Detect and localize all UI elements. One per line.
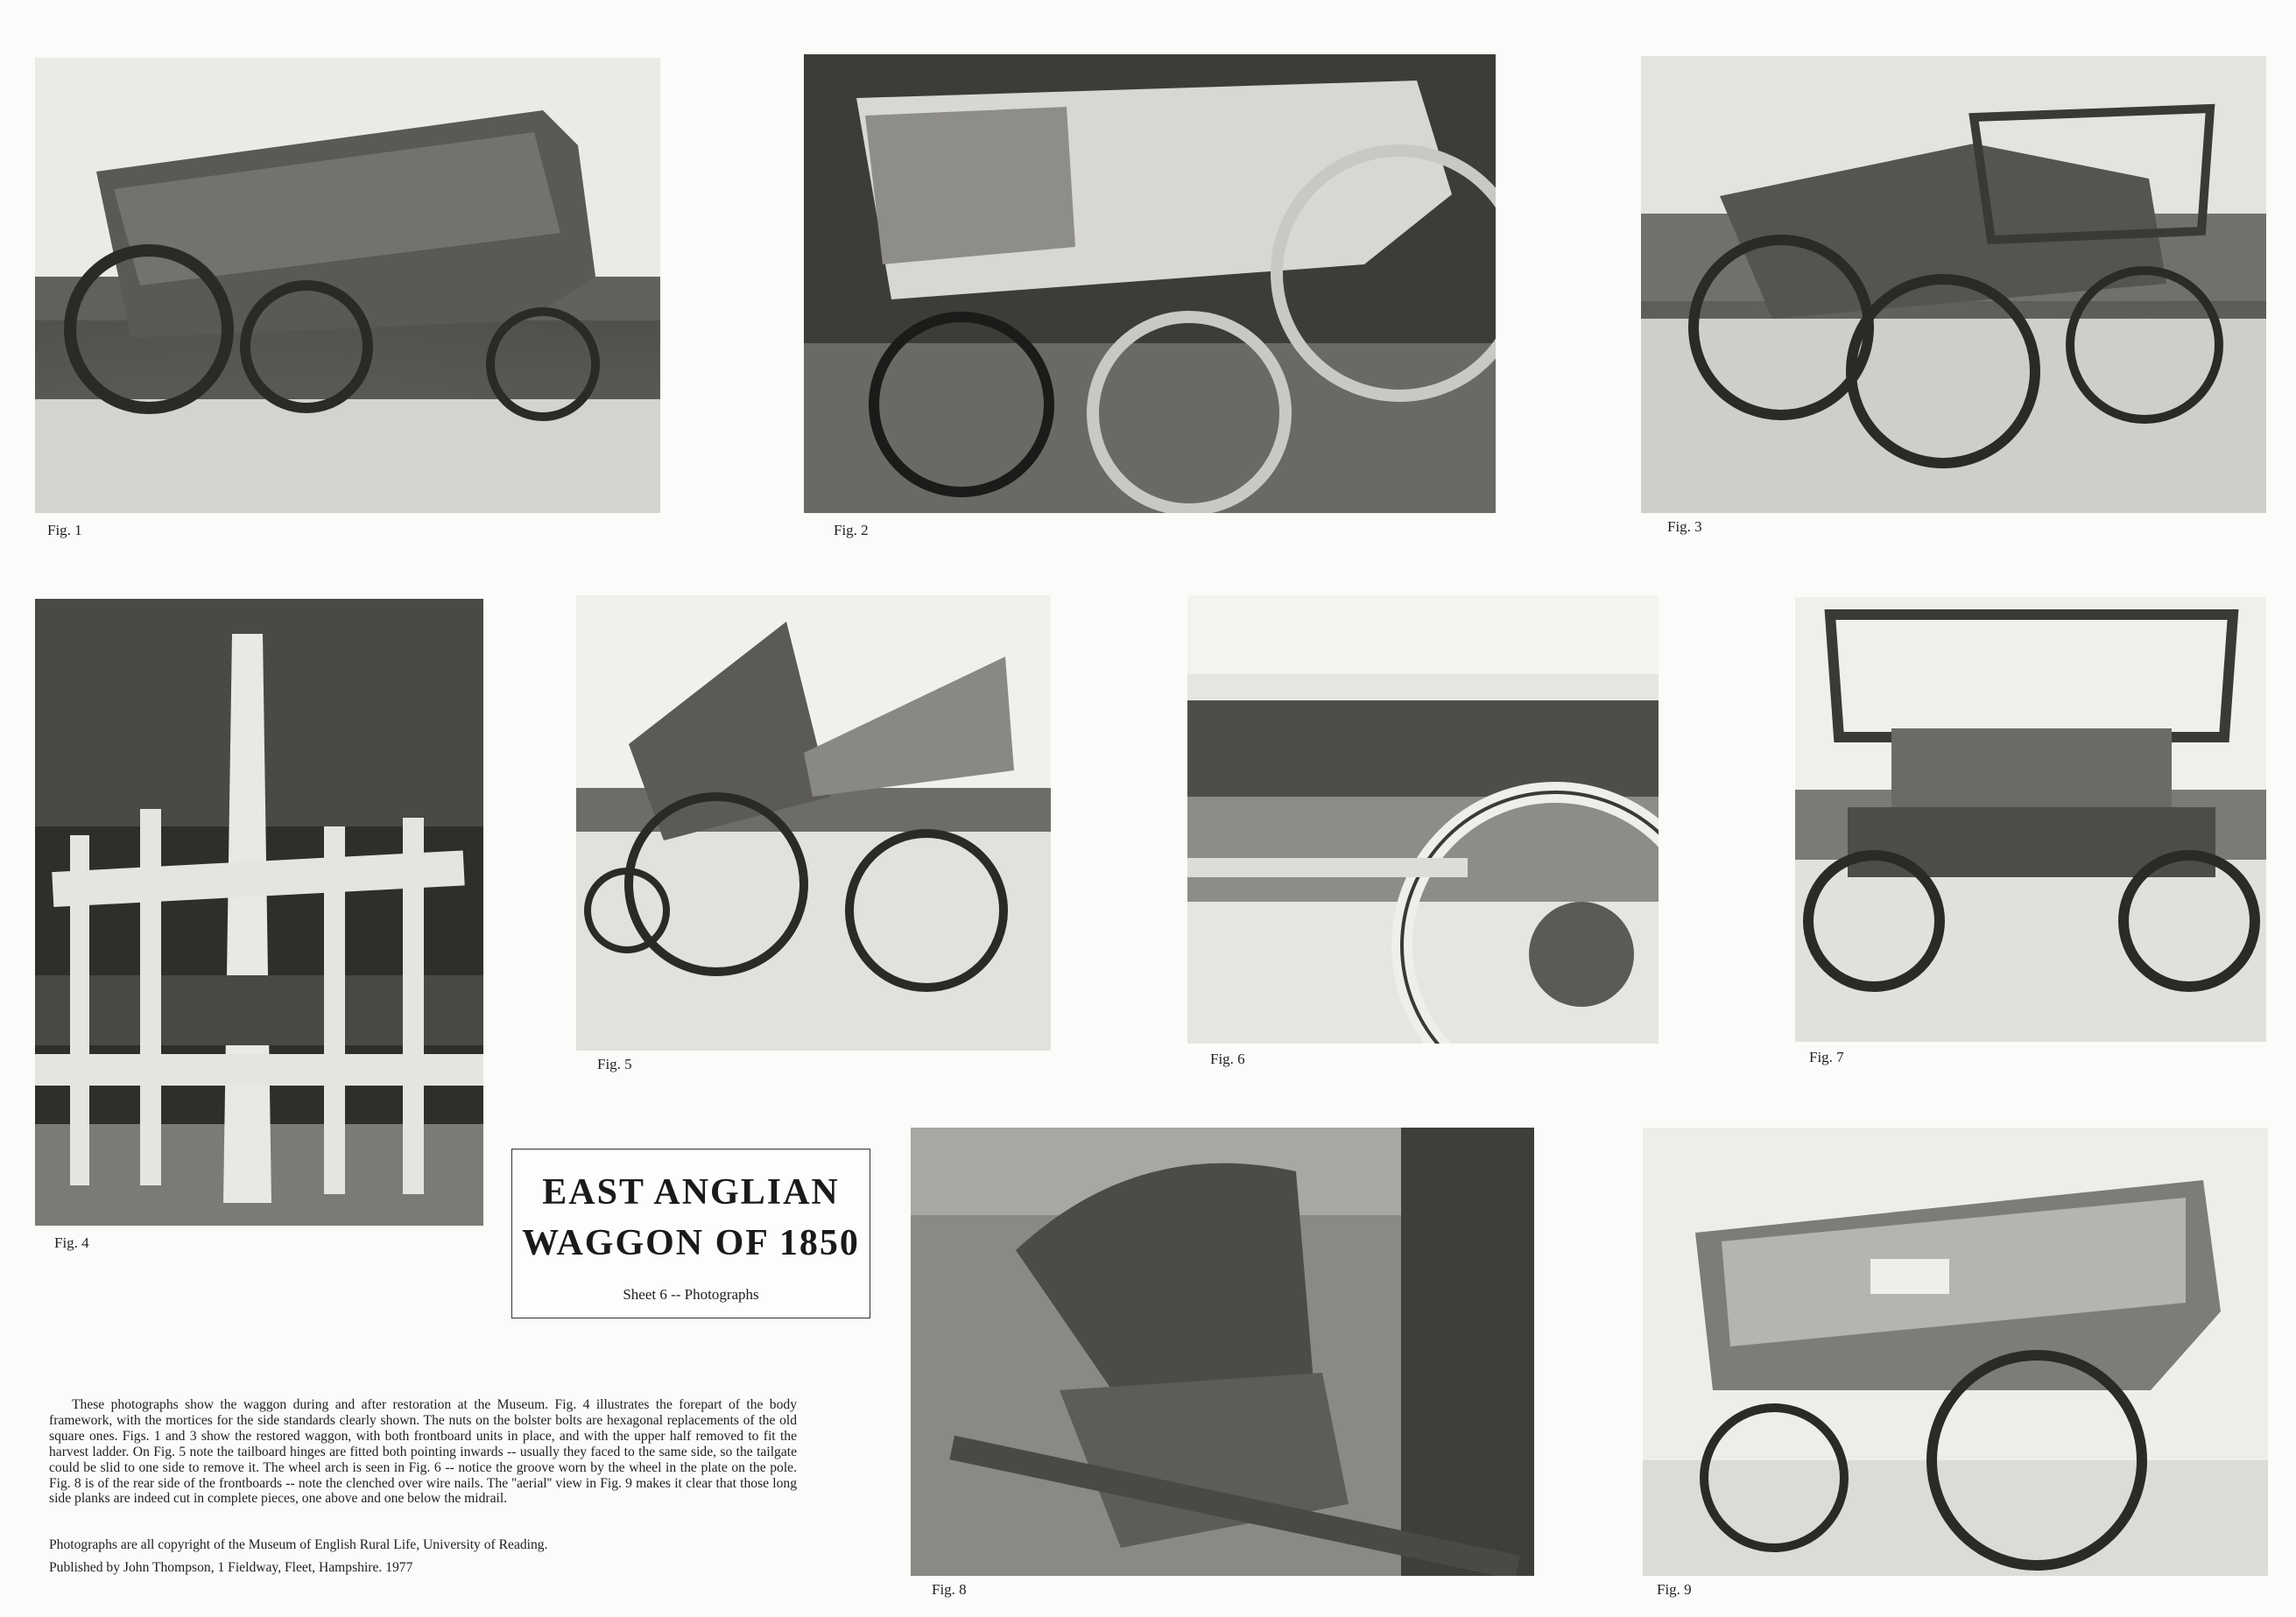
photo-fig-5 bbox=[576, 595, 1051, 1051]
caption-fig-6: Fig. 6 bbox=[1210, 1051, 1245, 1067]
caption-fig-9: Fig. 9 bbox=[1657, 1581, 1692, 1598]
wheel-arch-image bbox=[1187, 595, 1659, 1044]
wagon-image bbox=[1795, 597, 2266, 1042]
photo-fig-2 bbox=[804, 54, 1496, 513]
caption-fig-1: Fig. 1 bbox=[47, 522, 82, 538]
title-box bbox=[511, 1149, 870, 1318]
caption-fig-7: Fig. 7 bbox=[1809, 1049, 1844, 1065]
description-paragraph: These photographs show the waggon during and after restoration at the Museum. Fig. 4 illustrates the forepart of the body framework, with the mortices for the side standards clearly shown. The nuts on the bolster bolts are hexagonal replacements of the old square ones. Figs. 1 and 3 show the restored waggon, with both frontboard units in place, and with the upper half removed to fit the harvest ladder. On Fig. 5 note the tailboard hinges are fitted both pointing inwards -- usually they faced to the same side, so the tailgate could be slid to one side to remove it. The wheel arch is seen in Fig. 6 -- notice the groove worn by the wheel in the plate on the pole. Fig. 8 is of the rear side of the frontboards -- note the clenched over wire nails. The ''aerial'' view in Fig. 9 makes it clear that those long side planks are indeed cut in complete pieces, one above and one below the midrail. bbox=[49, 1397, 797, 1507]
wagon-image bbox=[576, 595, 1051, 1051]
photo-fig-9 bbox=[1643, 1128, 2268, 1576]
wagon-image bbox=[35, 58, 660, 513]
photo-fig-3 bbox=[1641, 56, 2266, 513]
photo-fig-1 bbox=[35, 58, 660, 513]
caption-fig-8: Fig. 8 bbox=[932, 1581, 967, 1598]
caption-fig-3: Fig. 3 bbox=[1667, 518, 1702, 535]
title-line-2: WAGGON OF 1850 bbox=[522, 1223, 860, 1263]
publisher-note: Published by John Thompson, 1 Fieldway, Fleet, Hampshire. 1977 bbox=[49, 1560, 413, 1575]
photo-fig-4 bbox=[35, 599, 483, 1226]
caption-fig-2: Fig. 2 bbox=[834, 522, 869, 538]
wagon-image bbox=[1641, 56, 2266, 513]
frontboards-image bbox=[911, 1128, 1534, 1576]
photo-fig-7 bbox=[1795, 597, 2266, 1042]
title-line-1: EAST ANGLIAN bbox=[542, 1172, 840, 1213]
copyright-note: Photographs are all copyright of the Museum of English Rural Life, University of Reading. bbox=[49, 1537, 548, 1552]
framework-image bbox=[35, 599, 483, 1226]
wagon-image bbox=[1643, 1128, 2268, 1576]
sheet-subtitle: Sheet 6 -- Photographs bbox=[623, 1286, 759, 1303]
photo-fig-8 bbox=[911, 1128, 1534, 1576]
caption-fig-5: Fig. 5 bbox=[597, 1056, 632, 1072]
caption-fig-4: Fig. 4 bbox=[54, 1234, 89, 1251]
wagon-image bbox=[804, 54, 1496, 513]
photo-fig-6 bbox=[1187, 595, 1659, 1044]
